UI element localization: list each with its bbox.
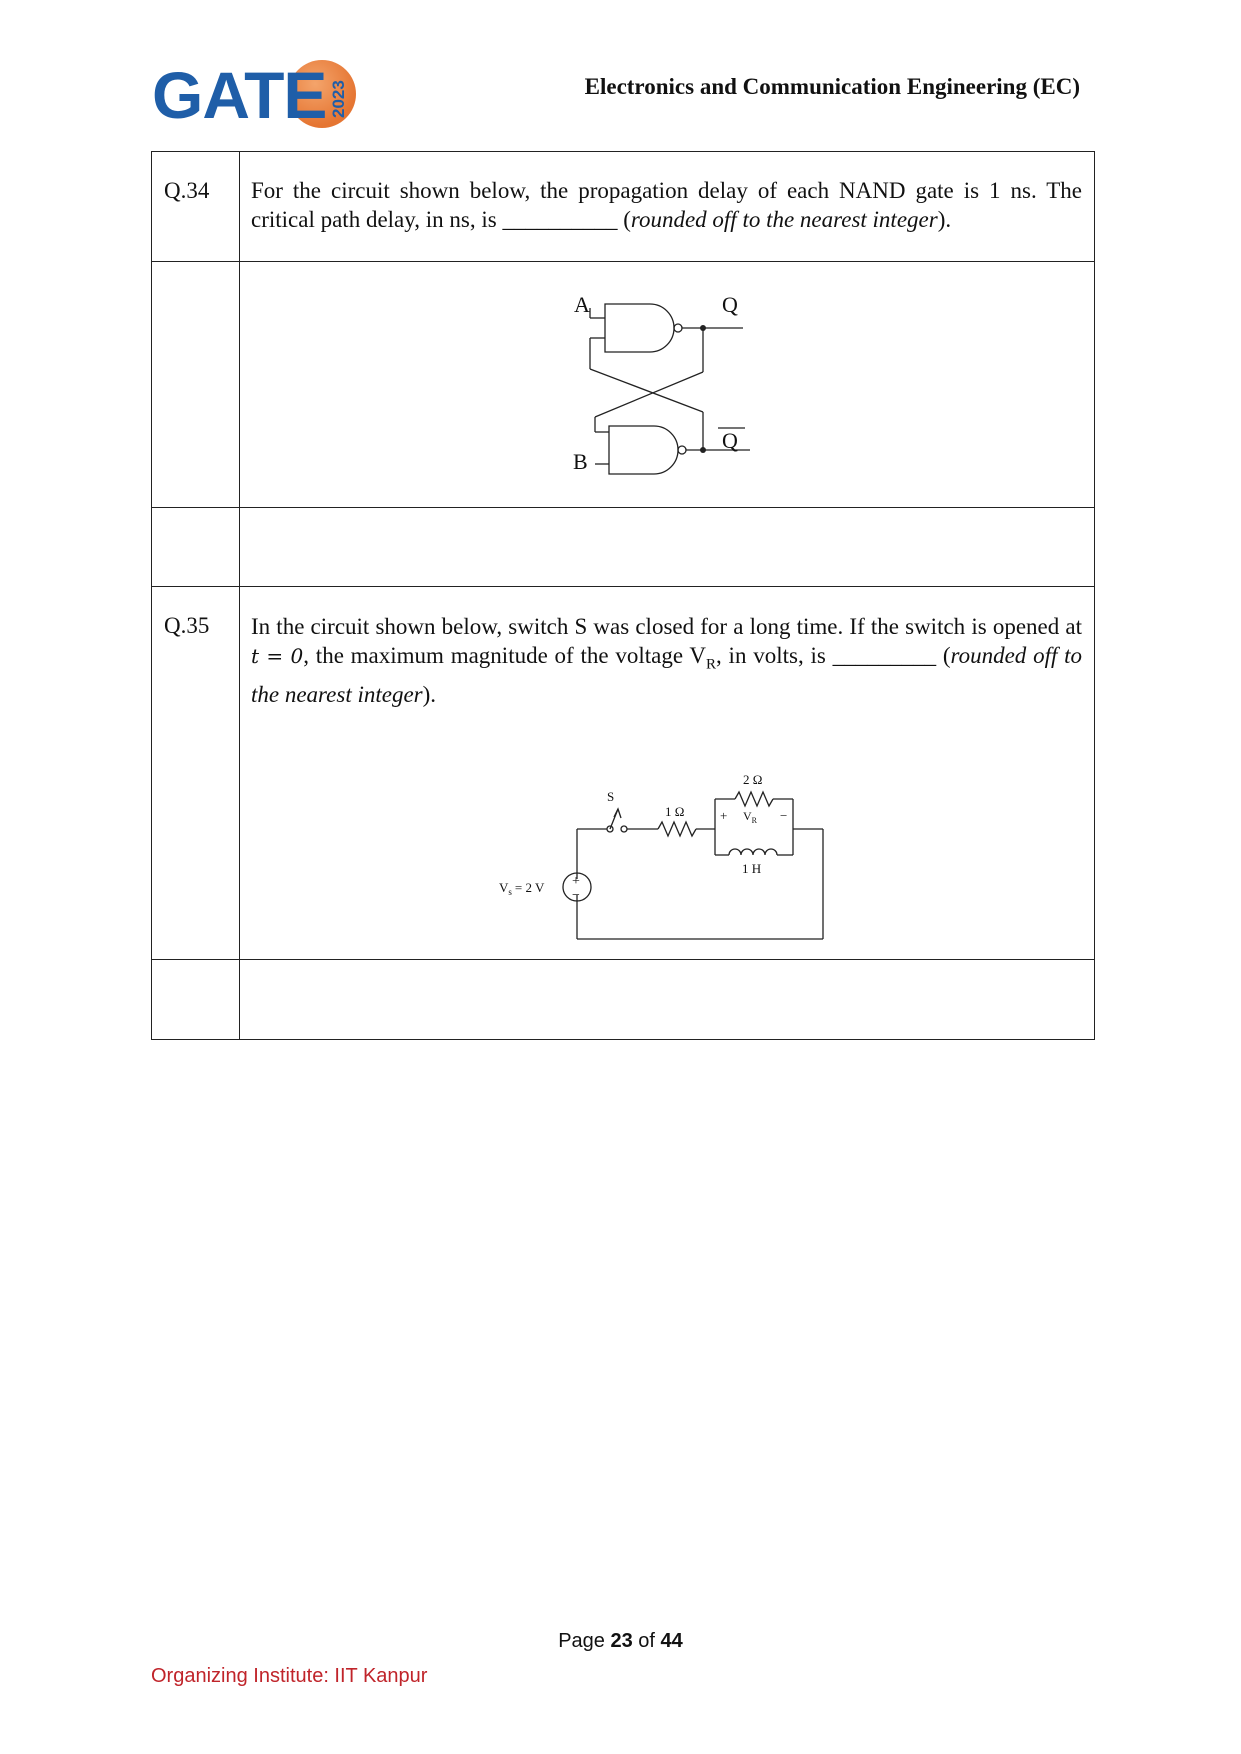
question-text-part: , in volts, is _________ ( (716, 643, 951, 668)
output-qbar-label: Q (722, 428, 738, 453)
switch-contact (621, 826, 627, 832)
inversion-bubble (678, 446, 686, 454)
nand-gate-lower (609, 426, 678, 474)
inversion-bubble (674, 324, 682, 332)
empty-cell (240, 959, 1095, 1039)
output-q-label: Q (722, 292, 738, 317)
inductor (729, 849, 777, 855)
junction-dot (700, 325, 706, 331)
page-number: Page 23 of 44 (558, 1630, 683, 1652)
question-text-italic: rounded off to the nearest integer (630, 207, 938, 232)
question-text-part: For the circuit shown below, the propagation delay of each NAND gate is 1 ns. The critical path delay, in ns, is __________ ( (251, 178, 1082, 232)
empty-cell (152, 262, 240, 508)
vr-label: $V_R$ (743, 808, 758, 825)
subscript: R (706, 656, 717, 673)
question-number: Q.35 (164, 613, 210, 638)
question-text-cell (240, 152, 1095, 262)
question-row (152, 152, 1095, 262)
gate-logo (152, 56, 362, 140)
nand-gate-upper (605, 304, 674, 352)
question-text-part: , the maximum magnitude of the voltage V (303, 643, 707, 668)
question-text (240, 587, 1094, 709)
logo-year: 2023 (329, 80, 348, 118)
question-text-italic: rounded off to the nearest integer (251, 643, 1083, 707)
source-plus: + (572, 873, 580, 889)
question-text-cell (240, 587, 1095, 960)
vr-plus: + (720, 807, 728, 823)
source-minus: − (572, 887, 580, 903)
empty-cell (240, 508, 1095, 587)
resistor-1ohm (658, 822, 696, 836)
question-number: Q.34 (164, 178, 210, 203)
r1-label: 1 Ω (665, 803, 685, 819)
empty-cell (152, 508, 240, 587)
switch-label: S (607, 788, 615, 804)
math-expression: t = 0 (251, 644, 304, 668)
resistor-2ohm (735, 792, 773, 806)
question-table (151, 151, 1095, 1040)
question-text (240, 152, 1094, 234)
empty-row (152, 959, 1095, 1039)
empty-cell (152, 959, 240, 1039)
question-row (152, 587, 1095, 960)
question-text-part: ). (937, 207, 952, 232)
question-text-part: In the circuit shown below, switch S was closed for a long time. If the switch is opened at (251, 614, 1082, 639)
rl-circuit-figure (240, 719, 1095, 959)
input-a-label: A (574, 292, 590, 317)
nand-latch-figure (240, 262, 1095, 502)
question-number-cell (152, 152, 240, 262)
figure-cell (240, 262, 1095, 508)
page-title: Electronics and Communication Engineering (EC) (584, 74, 1080, 99)
input-b-label: B (573, 449, 588, 474)
logo-text: GATE (152, 58, 327, 132)
source-label: $V_s = 2$ V (499, 879, 545, 897)
empty-row (152, 508, 1095, 587)
r2-label: 2 Ω (743, 771, 763, 787)
question-number-cell (152, 587, 240, 960)
junction-dot (700, 447, 706, 453)
vr-minus: − (780, 807, 788, 823)
inductor-label: 1 H (742, 860, 762, 876)
organizer-text: Organizing Institute: IIT Kanpur (151, 1665, 428, 1687)
figure-row (152, 262, 1095, 508)
question-text-part: ). (422, 681, 437, 707)
